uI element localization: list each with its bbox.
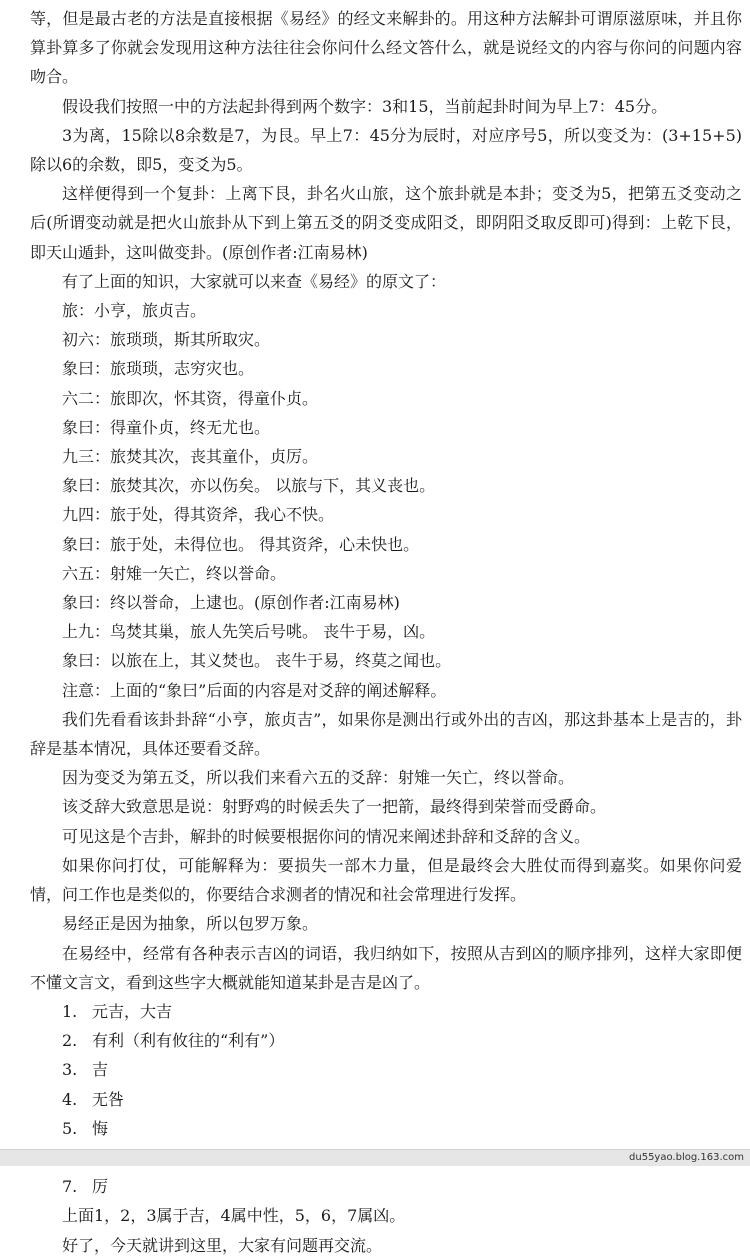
paragraph-group-top — [30, 4, 742, 997]
list-item — [30, 1172, 742, 1201]
paragraph: 3为离，15除以8余数是7，为艮。早上7：45分为辰时，对应序号5，所以变爻为：(3+15+5)除以6的余数，即5，变爻为5。 — [30, 125, 742, 175]
paragraph: 象曰：终以誉命，上逮也。(原创作者:江南易林) — [62, 593, 400, 613]
paragraph: 在易经中，经常有各种表示吉凶的词语，我归纳如下，按照从吉到凶的顺序排列，这样大家即便不懂文言文，看到这些字大概就能知道某卦是吉是凶了。 — [30, 943, 742, 992]
list-item-number: 4. — [62, 1089, 78, 1109]
paragraph: 旅：小亨，旅贞吉。 — [62, 301, 207, 321]
paragraph: 等，但是最古老的方法是直接根据《易经》的经文来解卦的。用这种方法解卦可谓原滋原味，并且你算卦算多了你就会发现用这种方法往往会你问什么经文答什么，就是说经文的内容与你问的问题内容吻合。 — [30, 9, 742, 87]
list-item — [30, 1085, 742, 1114]
paragraph: 六五：射雉一矢亡，终以誉命。 — [62, 563, 287, 583]
list-item-text: 吉 — [92, 1060, 109, 1080]
list-item-text: 有利（利有攸往的“利有”） — [92, 1031, 285, 1051]
paragraph: 象曰：旅于处，未得位也。 得其资斧，心未快也。 — [62, 534, 420, 554]
paragraph: 易经正是因为抽象，所以包罗万象。 — [62, 914, 319, 934]
paragraph: 象曰：旅焚其次，亦以伤矣。 以旅与下，其义丧也。 — [62, 476, 436, 496]
paragraph: 上面1，2，3属于吉，4属中性，5，6，7属凶。 — [62, 1206, 406, 1226]
paragraph: 九四：旅于处，得其资斧，我心不快。 — [62, 505, 335, 525]
paragraph: 可见这是个吉卦，解卦的时候要根据你问的情况来阐述卦辞和爻辞的含义。 — [62, 826, 591, 846]
paragraph: 该爻辞大致意思是说：射野鸡的时候丢失了一把箭，最终得到荣誉而受爵命。 — [62, 797, 607, 817]
paragraph: 六二：旅即次，怀其资，得童仆贞。 — [62, 388, 319, 408]
paragraph: 好了，今天就讲到这里，大家有问题再交流。 — [62, 1235, 383, 1255]
list-item — [30, 1114, 742, 1143]
paragraph: 九三：旅焚其次，丧其童仆，贞厉。 — [62, 447, 319, 467]
paragraph-group-bottom — [30, 1201, 742, 1259]
article-body — [30, 4, 742, 1260]
list-item — [30, 1026, 742, 1055]
paragraph: 这样便得到一个复卦：上离下艮，卦名火山旅，这个旅卦就是本卦；变爻为5，把第五爻变动之后(所谓变动就是把火山旅卦从下到上第五爻的阴爻变成阳爻，即阴阳爻取反即可)得到：上乾下艮，即天山遁卦，这叫做变卦。(原创作者:江南易林) — [30, 184, 742, 262]
paragraph: 我们先看看该卦卦辞“小亨，旅贞吉”，如果你是测出行或外出的吉凶，那这卦基本上是吉的，卦辞是基本情况，具体还要看爻辞。 — [30, 709, 742, 759]
list-item-text: 无咎 — [92, 1089, 125, 1109]
list-item-text: 悔 — [92, 1118, 109, 1138]
list-item-text: 元吉，大吉 — [92, 1001, 173, 1021]
list-item-text: 厉 — [92, 1177, 109, 1197]
watermark-text: du55yao.blog.163.com — [629, 1152, 744, 1163]
auspicious-terms-list — [30, 997, 742, 1201]
list-item — [30, 1055, 742, 1084]
paragraph: 初六：旅琐琐，斯其所取灾。 — [62, 330, 271, 350]
paragraph: 有了上面的知识，大家就可以来查《易经》的原文了： — [62, 271, 447, 291]
paragraph: 假设我们按照一中的方法起卦得到两个数字：3和15，当前起卦时间为早上7：45分。 — [62, 96, 668, 116]
list-item-number: 3. — [62, 1060, 78, 1080]
list-item-number: 5. — [62, 1118, 78, 1138]
paragraph: 因为变爻为第五爻，所以我们来看六五的爻辞：射雉一矢亡，终以誉命。 — [62, 768, 575, 788]
paragraph: 上九：鸟焚其巢，旅人先笑后号咷。 丧牛于易，凶。 — [62, 622, 436, 642]
list-item-number: 2. — [62, 1031, 78, 1051]
footer-bar — [0, 1149, 750, 1166]
list-item-number: 7. — [62, 1177, 78, 1197]
paragraph: 象曰：旅琐琐，志穷灾也。 — [62, 359, 255, 379]
list-item-number: 1. — [62, 1001, 78, 1021]
paragraph: 如果你问打仗，可能解释为：要损失一部木力量，但是最终会大胜仗而得到嘉奖。如果你问爱情，问工作也是类似的，你要结合求测者的情况和社会常理进行发挥。 — [30, 855, 742, 905]
list-item — [30, 997, 742, 1026]
paragraph: 注意：上面的“象曰”后面的内容是对爻辞的阐述解释。 — [62, 680, 447, 700]
paragraph: 象曰：得童仆贞，终无尤也。 — [62, 417, 271, 437]
paragraph: 象曰：以旅在上，其义焚也。 丧牛于易，终莫之闻也。 — [62, 651, 452, 671]
